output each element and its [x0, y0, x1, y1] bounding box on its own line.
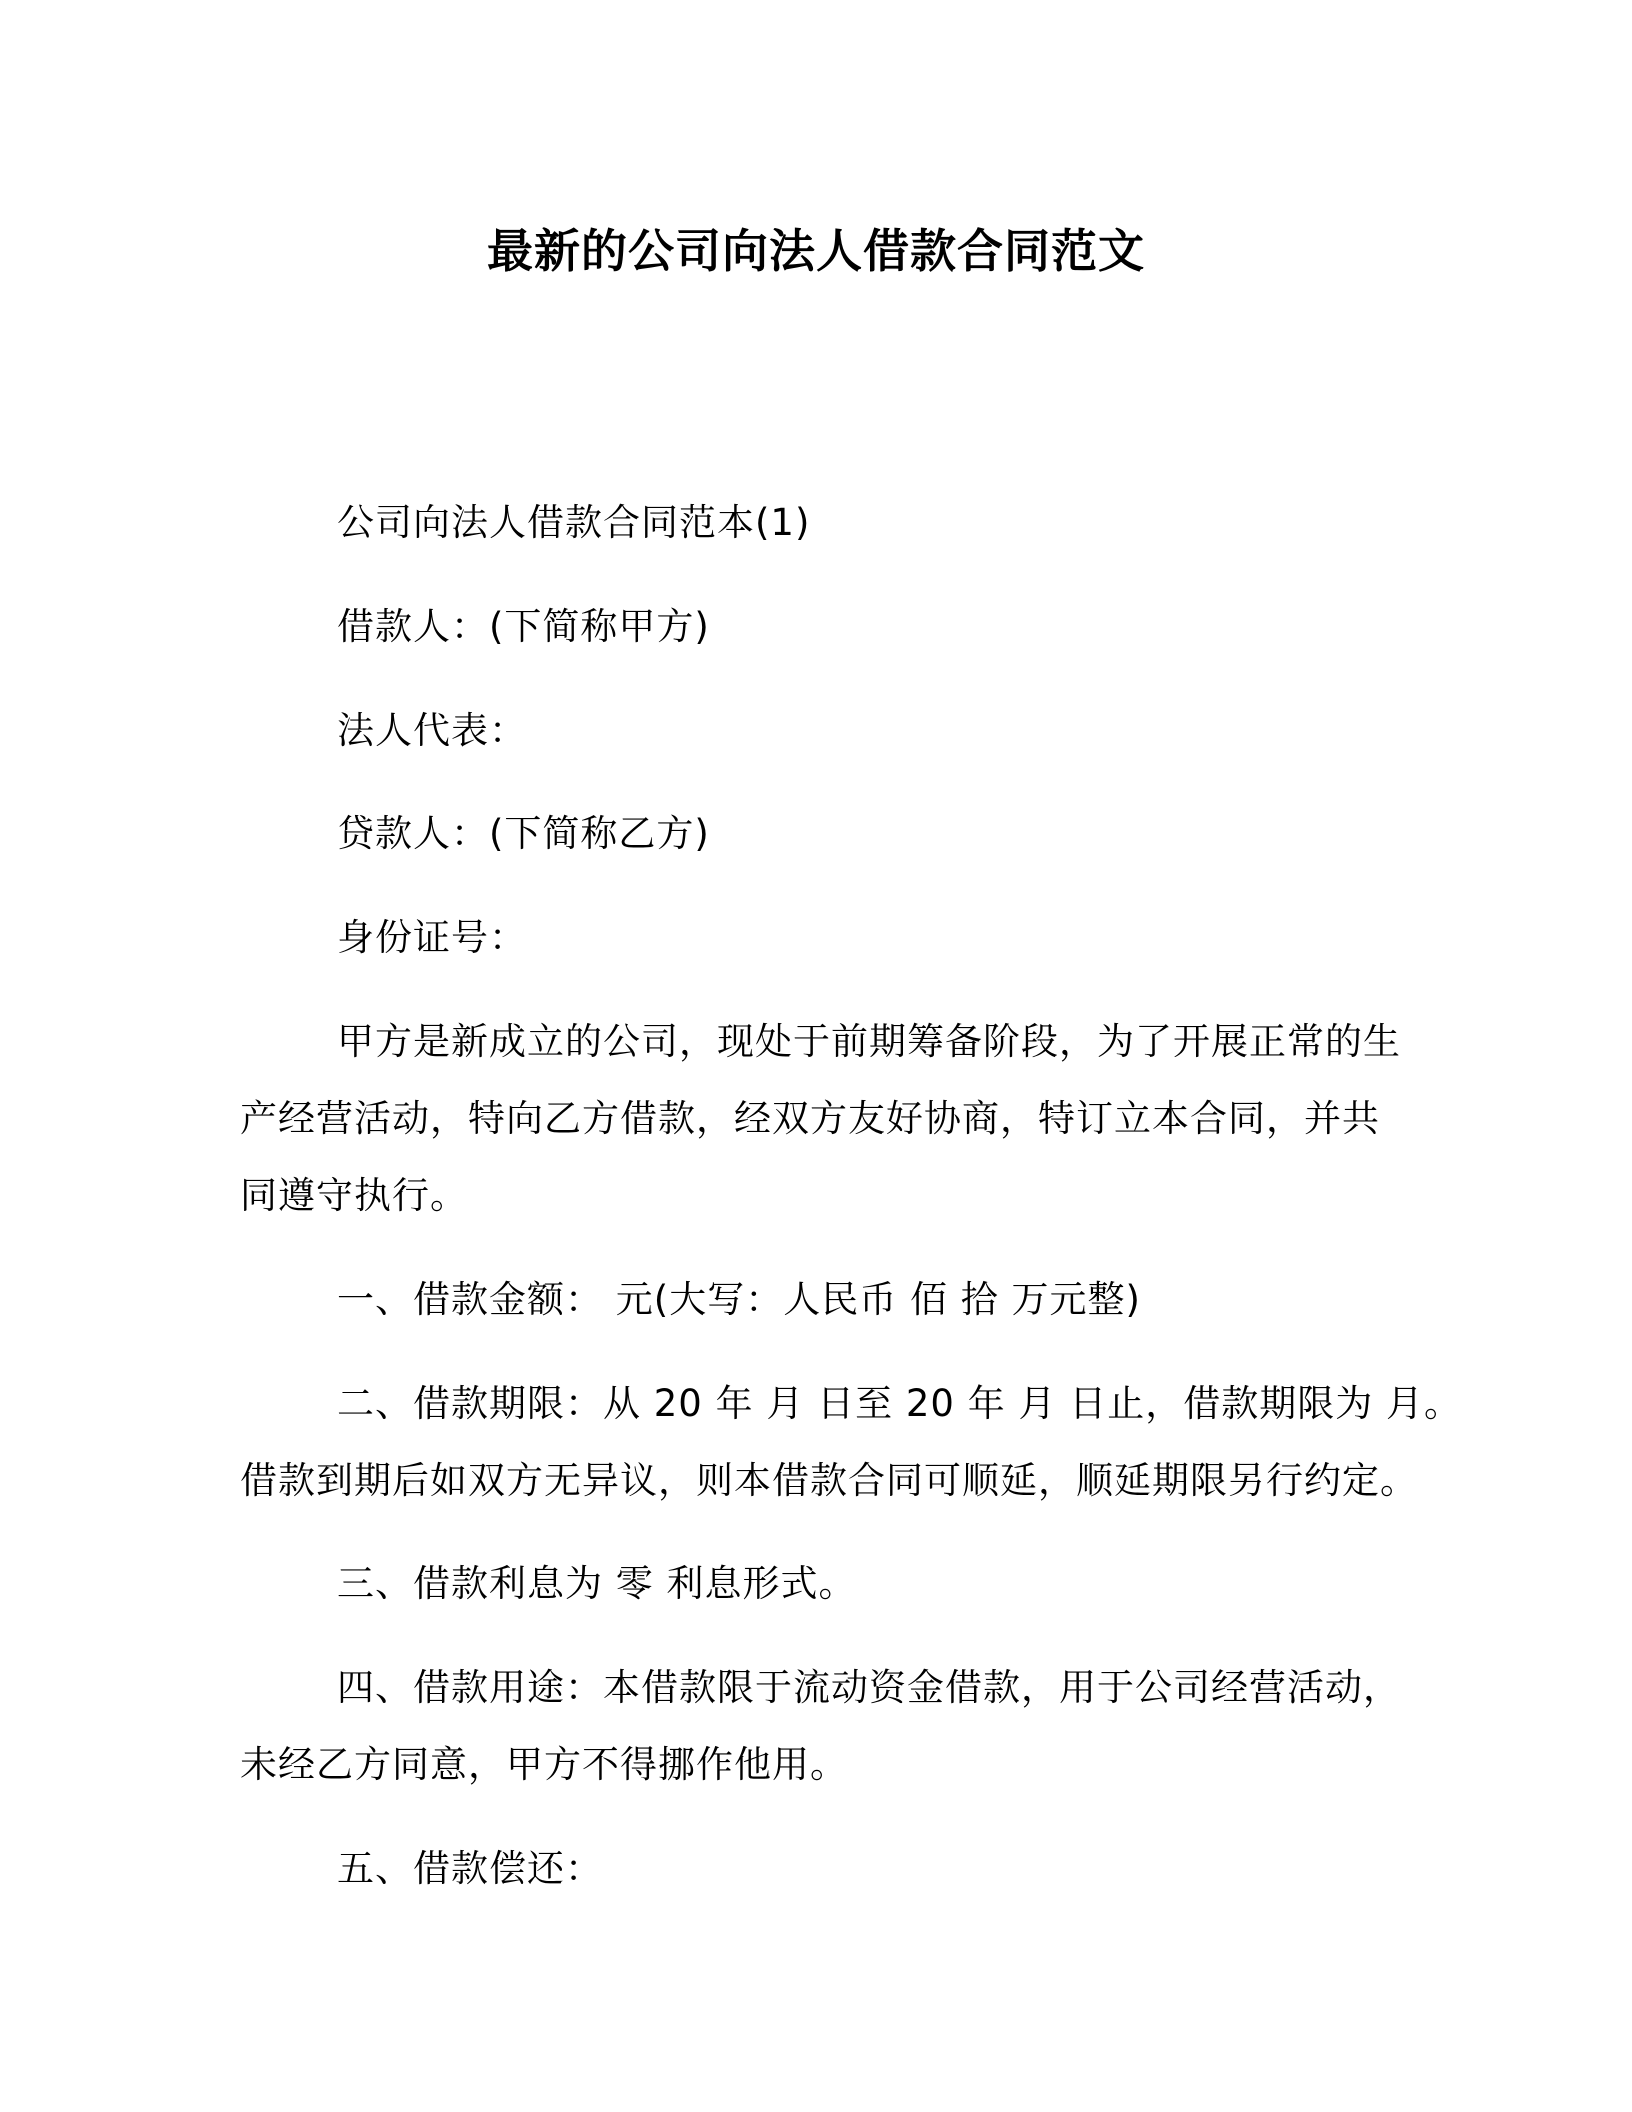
- borrower-line: 借款人：(下简称甲方): [337, 605, 710, 648]
- legal-representative-line: 法人代表：: [337, 709, 527, 752]
- intro-paragraph-line-2: 产经营活动，特向乙方借款，经双方友好协商，特订立本合同，并共: [240, 1097, 1380, 1140]
- clause-repayment: 五、借款偿还：: [337, 1847, 603, 1890]
- clause-loan-term-line-1: 二、借款期限：从 20 年 月 日至 20 年 月 日止，借款期限为 月。: [337, 1382, 1463, 1425]
- clause-loan-purpose-line-1: 四、借款用途：本借款限于流动资金借款，用于公司经营活动，: [337, 1666, 1401, 1709]
- clause-loan-amount: 一、借款金额： 元(大写：人民币 佰 拾 万元整): [337, 1278, 1141, 1321]
- document-title: 最新的公司向法人借款合同范文: [487, 224, 1145, 278]
- id-number-line: 身份证号：: [337, 916, 527, 959]
- clause-loan-term-line-2: 借款到期后如双方无异议，则本借款合同可顺延，顺延期限另行约定。: [240, 1459, 1418, 1502]
- clause-loan-purpose-line-2: 未经乙方同意，甲方不得挪作他用。: [240, 1743, 848, 1786]
- contract-heading: 公司向法人借款合同范本(1): [337, 501, 811, 544]
- clause-interest: 三、借款利息为 零 利息形式。: [337, 1562, 857, 1605]
- intro-paragraph-line-1: 甲方是新成立的公司，现处于前期筹备阶段，为了开展正常的生: [337, 1020, 1401, 1063]
- lender-line: 贷款人：(下简称乙方): [337, 812, 710, 855]
- intro-paragraph-line-3: 同遵守执行。: [240, 1174, 468, 1217]
